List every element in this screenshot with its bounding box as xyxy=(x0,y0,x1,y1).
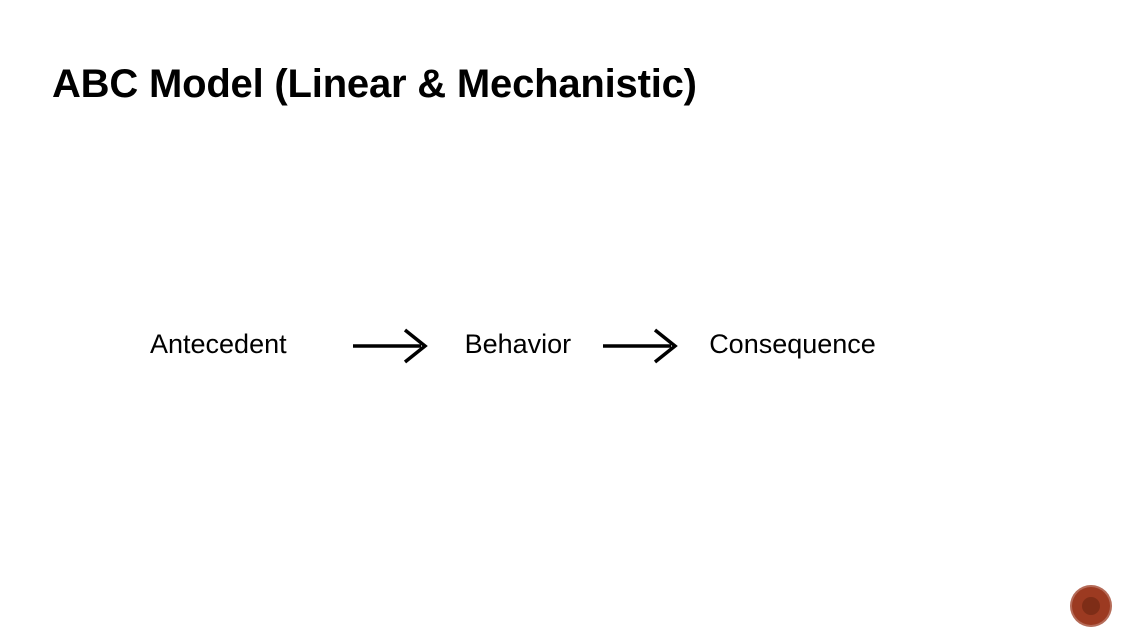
flow-node-antecedent: Antecedent xyxy=(150,328,287,359)
circle-logo-icon xyxy=(1070,585,1112,627)
flow-node-consequence: Consequence xyxy=(709,328,876,359)
right-arrow-icon xyxy=(349,324,435,364)
page-title: ABC Model (Linear & Mechanistic) xyxy=(52,62,697,106)
right-arrow-icon xyxy=(599,324,685,364)
abc-flow-diagram xyxy=(150,312,1020,376)
flow-node-behavior: Behavior xyxy=(464,328,572,359)
